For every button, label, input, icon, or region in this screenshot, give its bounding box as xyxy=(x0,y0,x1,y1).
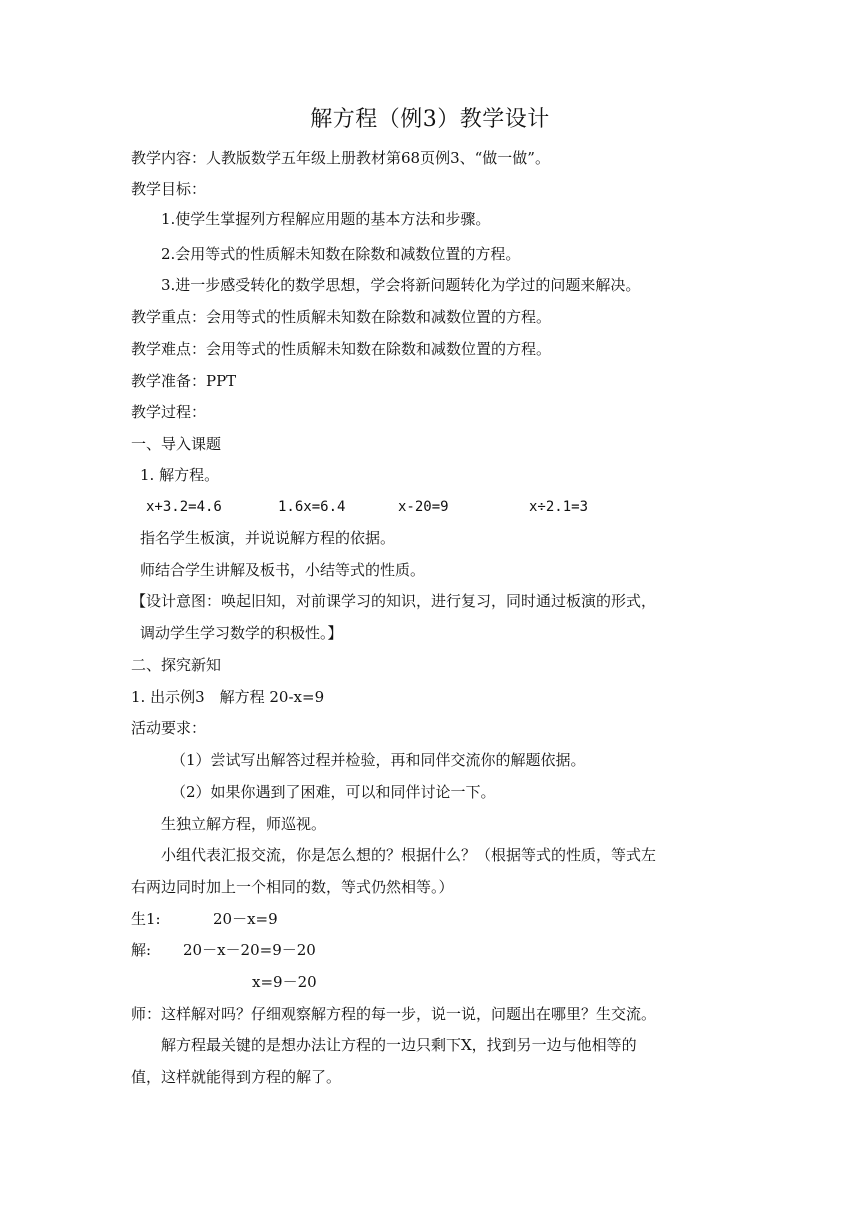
key-point: 教学重点：会用等式的性质解未知数在除数和减数位置的方程。 xyxy=(131,308,552,326)
paragraph: 指名学生板演，并说说解方程的依据。 xyxy=(140,529,396,547)
student-label: 生1: xyxy=(131,910,161,928)
equation: x÷2.1=3 xyxy=(529,499,589,515)
document-title: 解方程（例3）教学设计 xyxy=(310,107,550,132)
section-item: 1. 出示例3 解方程 20-x=9 xyxy=(131,688,325,706)
goals-heading: 教学目标： xyxy=(131,180,207,198)
goal-item: 2.会用等式的性质解未知数在除数和减数位置的方程。 xyxy=(161,245,521,263)
design-intent: 【设计意图：唤起旧知，对前课学习的知识，进行复习，同时通过板演的形式， xyxy=(131,592,657,610)
section-heading: 一、导入课题 xyxy=(131,435,222,453)
design-intent: 调动学生学习数学的积极性。】 xyxy=(140,624,343,642)
solve-step: 20－x－20=9－20 xyxy=(183,941,316,959)
paragraph: 小组代表汇报交流，你是怎么想的？根据什么？（根据等式的性质，等式左 xyxy=(161,846,657,864)
solve-label: 解: xyxy=(131,941,152,959)
preparation: 教学准备：PPT xyxy=(131,372,237,390)
difficulty: 教学难点：会用等式的性质解未知数在除数和减数位置的方程。 xyxy=(131,340,552,358)
paragraph: 师：这样解对吗？仔细观察解方程的每一步，说一说，问题出在哪里？生交流。 xyxy=(131,1005,657,1023)
section-heading: 二、探究新知 xyxy=(131,656,222,674)
requirement-item: （1）尝试写出解答过程并检验，再和同伴交流你的解题依据。 xyxy=(171,751,586,769)
equation: 1.6x=6.4 xyxy=(278,499,346,515)
paragraph: 右两边同时加上一个相同的数，等式仍然相等。） xyxy=(131,878,454,896)
requirement-item: （2）如果你遇到了困难，可以和同伴讨论一下。 xyxy=(171,783,496,801)
goal-item: 3.进一步感受转化的数学思想，学会将新问题转化为学过的问题来解决。 xyxy=(161,276,641,294)
paragraph: 值，这样就能得到方程的解了。 xyxy=(131,1068,342,1086)
equation: x+3.2=4.6 xyxy=(146,499,222,515)
paragraph: 师结合学生讲解及板书，小结等式的性质。 xyxy=(140,561,426,579)
activity-heading: 活动要求： xyxy=(131,719,207,737)
section-item: 1. 解方程。 xyxy=(140,466,220,484)
goal-item: 1.使学生掌握列方程解应用题的基本方法和步骤。 xyxy=(161,210,491,228)
student-equation: 20－x=9 xyxy=(213,910,278,928)
equation: x-20=9 xyxy=(398,499,449,515)
teaching-content: 教学内容：人教版数学五年级上册教材第68页例3、“做一做”。 xyxy=(131,149,550,167)
solve-step: x=9－20 xyxy=(252,973,317,991)
paragraph: 解方程最关键的是想办法让方程的一边只剩下X，找到另一边与他相等的 xyxy=(161,1036,637,1054)
process-heading: 教学过程： xyxy=(131,403,207,421)
paragraph: 生独立解方程，师巡视。 xyxy=(161,815,327,833)
